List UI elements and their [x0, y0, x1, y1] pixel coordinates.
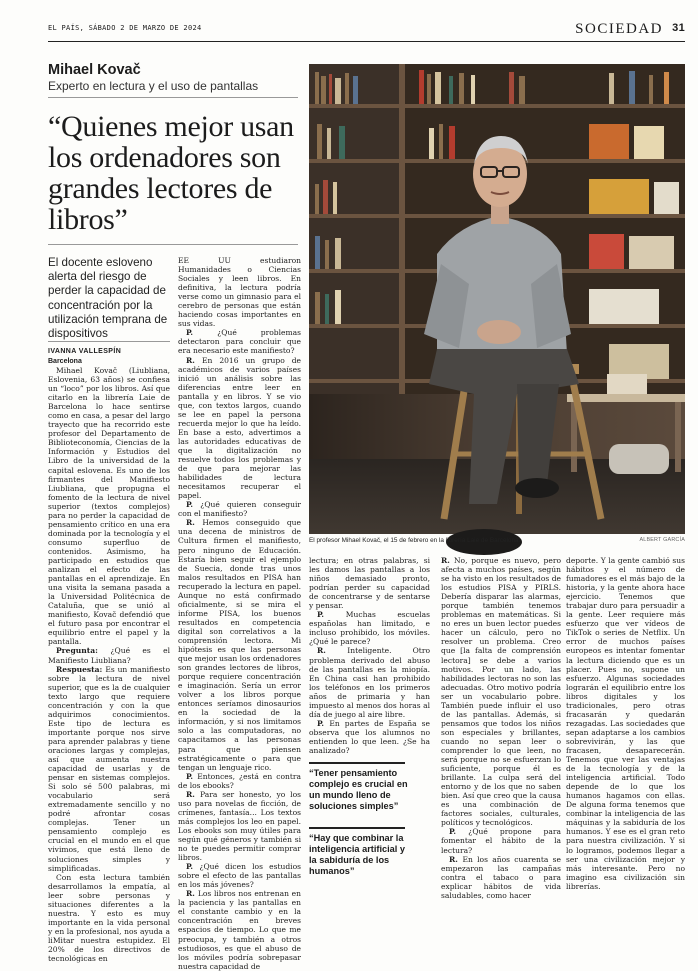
- portrait-photo: [309, 64, 685, 534]
- pull-quote-1: “Tener pensamiento complejo es crucial en un mundo lleno de soluciones simples”: [309, 768, 408, 811]
- photo-caption: [309, 537, 685, 544]
- paragraph: [178, 772, 301, 790]
- qa-marker: P.: [317, 718, 330, 728]
- qa-marker: R.: [186, 789, 200, 799]
- paragraph: [566, 556, 685, 891]
- paragraph-text: Muchas escuelas españolas han limitado, e incluso prohibido, los móviles. ¿Qué le parece?: [309, 610, 430, 647]
- paragraph: [309, 556, 430, 610]
- paragraph-text: Con esta lectura también desarrollamos la empatía, al leer sobre personas y situaciones diferentes a la nuestra. Y esto es muy importante en la vida personal y en la profesional, nos ayuda a liMitar nuestra estupidez. El 20% de los directivos de tecnológicas en: [48, 872, 170, 964]
- paragraph-text: En los años cuarenta se empezaron las campañas contra el tabaco o para explicar hábitos de vida saludables, como hacer: [441, 854, 562, 900]
- qa-marker: Respuesta:: [56, 664, 106, 674]
- pull-quote-2-rule: [309, 827, 405, 829]
- paragraph: [178, 500, 301, 518]
- paper-date: EL PAÍS, SÁBADO 2 DE MARZO DE 2024: [48, 24, 202, 32]
- qa-marker: Pregunta:: [56, 646, 111, 656]
- paragraph-text: ¿Qué es el Manifiesto Liubliana?: [48, 646, 170, 665]
- qa-marker: P.: [186, 328, 218, 338]
- qa-marker: R.: [186, 889, 198, 899]
- paragraph: [48, 366, 170, 646]
- paragraph: [178, 889, 301, 970]
- portrait-illustration: [309, 64, 685, 534]
- paragraph: [441, 556, 561, 827]
- body-column-4: [441, 556, 562, 900]
- qa-marker: P.: [317, 610, 346, 620]
- paragraph-text: ¿Qué propone para fomentar el hábito de la lectura?: [441, 827, 561, 855]
- paragraph-text: En partes de España se observa que los alumnos no entienden lo que leen. ¿Se ha analizado?: [309, 718, 431, 755]
- paragraph-text: Inteligente. Otro problema derivado del abuso de las pantallas es la miopía. En China casi han prohibido los teléfonos en los primeros años de primaria y han impuesto al menos dos horas al día de juego al aire libre.: [309, 646, 430, 719]
- paragraph-text: Hemos conseguido que una decena de ministros de Cultura firmen el manifiesto, pero ninguno de Educación. Estaría bien seguir el ejemplo de Suecia, donde tras unos malos resultados en PISA han recuperado la lectura en papel. Aunque no está confirmado oficialmente, si se mira el informe PISA, los buenos resultados en competencia digital son correlativos a la comprensión lectora. Mi hipótesis es que las personas que mejor usan los ordenadores son grandes lectores de libros, porque requiere concentración e imaginación. Sería un error volver a los libros porque entonces seríamos dinosaurios en la sociedad de la información, y si nos limitamos solo a las computadoras, no capacitamos a las personas para que piensen estratégicamente o para que tengan un lenguaje rico.: [178, 518, 301, 772]
- paragraph-text: ¿Qué problemas detectaron para concluir que era necesario este manifiesto?: [178, 328, 301, 356]
- qa-marker: P.: [186, 500, 201, 510]
- body-column-3: [309, 556, 430, 764]
- paragraph: [178, 356, 301, 501]
- paragraph: [309, 719, 430, 755]
- page-number: 31: [672, 22, 685, 34]
- paragraph: [178, 862, 301, 889]
- paragraph-text: Para ser honesto, yo los uso para novelas de ficción, de crímenes, fantasía... Los textos más complejos los leo en papel. Los ebooks son muy útiles para según qué géneros y también si no te puedes permitir comprar libros.: [178, 789, 301, 863]
- standfirst: El docente esloveno alerta del riesgo de perder la capacidad de concentración por la utilización temprana de dispositivos: [48, 256, 168, 341]
- paragraph: [309, 610, 430, 646]
- paragraph: [178, 328, 301, 355]
- interviewee-role: Experto en lectura y el uso de pantallas: [48, 79, 259, 93]
- qa-marker: R.: [317, 646, 348, 656]
- paragraph-text: Mihael Kovač (Liubliana, Eslovenia, 63 años) se confiesa un “loco” por los libros. Así que citarlo en la librería Laie de Barcelona lo hace sentirse como en casa, a pesar del largo trayecto que ha recorrido este profesor del Departamento de Biblioteconomía, Ciencias de la Información y Estudios del Libro de la universidad de la capital eslovena. Es uno de los firmantes del Manifiesto Liubliana, que propugna el fomento de la lectura de nivel superior (textos complejos) para no perder la capacidad de pensamiento crítico en una era dominada por la tecnología y el consumo superfluo de contenidos. Asimismo, ha participado en estudios que analizan el efecto de las pantallas en el aprendizaje. En una visita la semana pasada a la Universidad Politécnica de Cataluña, que se unió al manifiesto, Kovač defendió que el futuro pasa por encontrar el equilibrio entre el papel y la pantalla.: [48, 366, 170, 647]
- qa-marker: R.: [449, 854, 463, 864]
- section-name: SOCIEDAD: [575, 21, 663, 37]
- byline-city: Barcelona: [48, 358, 82, 365]
- paragraph-text: Entonces, ¿está en contra de los ebooks?: [178, 771, 301, 790]
- headline-divider: [48, 244, 298, 245]
- body-column-5: [566, 556, 685, 896]
- body-column-1: [48, 366, 170, 964]
- paragraph-text: Los libros nos entrenan en la paciencia y las pantallas en el constante cambio y en la concentración en breves espacios de tiempo. Lo que me preocupa, y también a otros estudiosos, es que el abuso de los móviles podría sobrepasar nuestra capacidad de: [178, 889, 301, 971]
- paragraph: [178, 256, 301, 328]
- headline: “Quienes mejor usan los ordenadores son grandes lectores de libros”: [48, 110, 294, 236]
- paragraph-text: lectura; en otras palabras, si les damos las pantallas a los niños demasiado pronto, podrían perder su capacidad de concentrarse y de sentarse y pensar.: [309, 556, 430, 611]
- qa-marker: P.: [186, 771, 198, 781]
- qa-marker: P.: [449, 827, 469, 837]
- paragraph: [48, 646, 170, 664]
- caption-text: El profesor Mihael Kovač, el 15 de febrero en la librería Laie de Barcelona.: [309, 537, 521, 544]
- paragraph-text: deporte. Y la gente cambió sus hábitos y el número de fumadores es el más bajo de la historia, y la gente ahora hace ejercicio. Tenemos que trabajar duro para persuadir a la gente. Leer requiere más esfuerzo que ver vídeos de TikTok o series de Netflix. Un error de muchos países europeos es intentar fomentar la lectura diciendo que es un placer. Pues no, supone un esfuerzo. Algunas sociedades lograrán el equilibrio entre los libros digitales y los tradicionales, pero otras fracasarán y quedarán rezagadas. Las sociedades que sepan adaptarse a los cambios sobrevivirán, y las que fracasen, desaparecerán. Tenemos que ver las ventajas de la tecnología y de la inteligencia artificial. Todo depende de lo que los humanos hagamos con ellas. De alguna forma tenemos que combinar la inteligencia de las máquinas y la sabiduría de los humanos. Y ese es el gran reto para nuestra civilización. Y si lo logramos, podemos llegar a ser una civilización mejor y más interesante. Pero no imagino esa civilización sin librerías.: [566, 556, 685, 891]
- paragraph-text: ¿Qué quieren conseguir con el manifiesto?: [178, 500, 302, 519]
- byline-author: IVANNA VALLESPÍN: [48, 348, 122, 355]
- byline: [48, 347, 121, 367]
- body-column-2: [178, 256, 302, 971]
- paragraph: [309, 646, 430, 718]
- pull-quote-2: “Hay que combinar la inteligencia artificial y la sabiduría de los humanos”: [309, 833, 405, 876]
- paragraph-text: EE UU estudiaron Humanidades o Ciencias Sociales y leen libros. En definitiva, la lectura podría verse como un gimnasio para el cerebro de personas que están haciendo cosas importantes en sus vidas.: [178, 256, 301, 329]
- header-divider: [48, 97, 298, 98]
- standfirst-divider: [48, 341, 170, 342]
- paragraph: [178, 790, 301, 862]
- photo-credit: ALBERT GARCÍA: [639, 537, 685, 543]
- qa-marker: R.: [441, 556, 454, 565]
- paragraph: [48, 665, 170, 873]
- paragraph-text: ¿Qué dicen los estudios sobre el efecto de las pantallas en los más jóvenes?: [178, 862, 302, 890]
- qa-marker: R.: [186, 518, 203, 528]
- qa-marker: P.: [186, 862, 200, 872]
- paragraph-text: En 2016 un grupo de académicos de varios países inició un análisis sobre las diferencias entre leer en pantalla y en libros. Y se vio que, con textos largos, cuando se lee en papel la persona recuerda mejor lo que ha leído. En base a esto, advertimos a las autoridades educativas de que la digitalización no resuelve todos los problemas y de que para mejorar las habilidades de lectura necesitamos recuperar el papel.: [178, 355, 301, 501]
- masthead: [48, 22, 685, 42]
- qa-marker: R.: [186, 355, 203, 365]
- paragraph-text: No, porque es nuevo, pero afecta a muchos países, según se ha visto en los resultados de los estudios PISA y PIRLS. Debería disparar las alarmas, porque también tenemos problemas en matemáticas. Si no eres un buen lector puedes hacer un cálculo, pero no resolver un problema. Creo que [la falta de comprensión lectora] se debe a varios motivos. Por un lado, las habilidades lectoras no son las adecuadas. Otro motivo podría ser un vocabulario pobre. También puede influir el uso de las pantallas. Además, si pensamos que todos los niños son especiales y brillantes, cuando no sepan leer o comprender lo que leen, no será porque no se esfuerzan lo suficiente, porque él es brillante. La culpa será del entorno y de los que no saben bien. Así que creo que la causa es una combinación de factores sociales, culturales, políticos y tecnológicos.: [441, 556, 562, 828]
- interviewee-name: Mihael Kovač: [48, 62, 141, 78]
- paragraph: [48, 873, 170, 963]
- paragraph: [178, 518, 301, 771]
- paragraph-text: Es un manifiesto sobre la lectura de nivel superior, que es la de cualquier texto largo que requiere concentración y con la que adquirimos conocimientos. Este tipo de lectura es importante porque nos sirve para aprender palabras y tiene oraciones largas y complejas, así que aumenta nuestra capacidad de usarlas y de pensar en sistemas complejos. Si solo sé 500 palabras, mi vocabulario será extremadamente sencillo y no podré afrontar cosas complejas. Tener un pensamiento complejo es crucial en el mundo en el que vivimos, que está lleno de soluciones simples y simplificadas.: [48, 664, 170, 873]
- paragraph: [441, 855, 561, 900]
- pull-quote-1-rule: [309, 762, 405, 764]
- paragraph: [441, 827, 561, 854]
